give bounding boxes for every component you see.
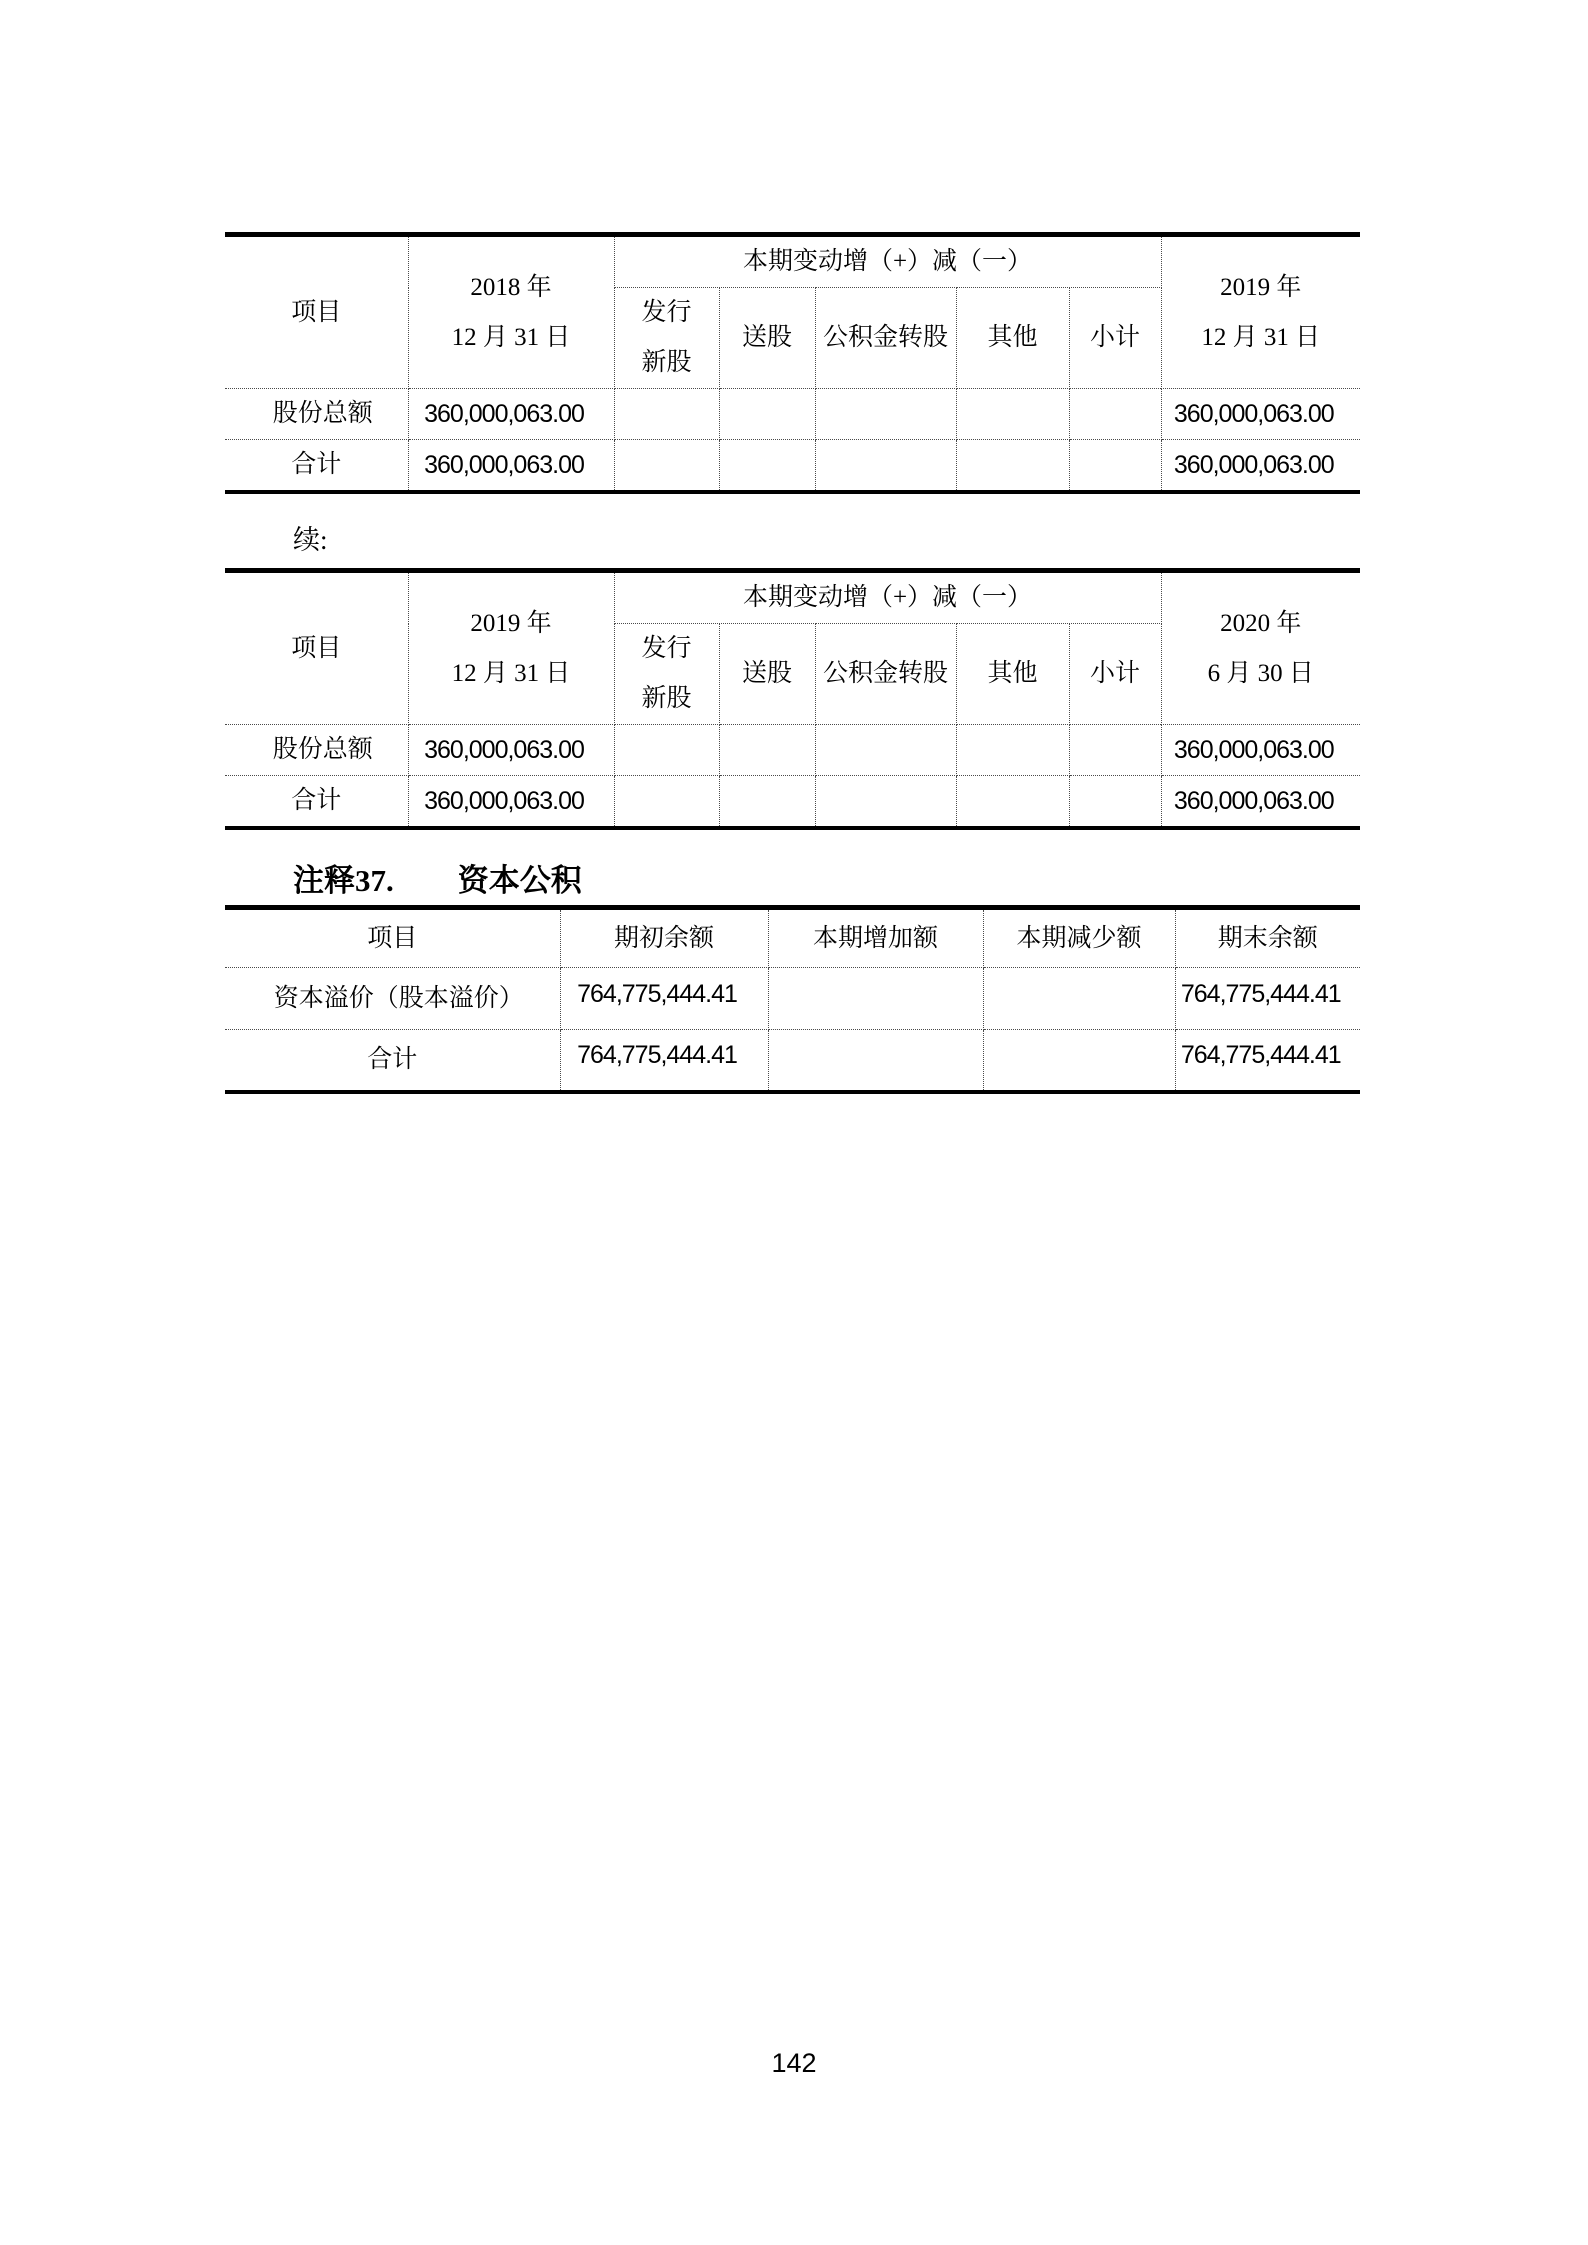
capital-reserve-table	[225, 905, 1360, 1094]
value-conversion	[815, 725, 956, 776]
header-row	[225, 908, 1360, 968]
header-other: 其他	[956, 288, 1069, 389]
value-bonus	[719, 776, 815, 829]
header-change-span: 本期变动增（+）减（一）	[614, 235, 1161, 288]
header-reserve-conversion: 公积金转股	[815, 624, 956, 725]
header-period-start	[408, 571, 614, 725]
value-end: 360,000,063.00	[1161, 440, 1360, 493]
share-capital-change-table-2020	[225, 568, 1360, 830]
value-other	[956, 440, 1069, 493]
header-period-start	[408, 235, 614, 389]
value-conversion	[815, 389, 956, 440]
value-decrease	[983, 968, 1175, 1030]
header-period-end	[1161, 571, 1360, 725]
header-bonus-shares: 送股	[719, 288, 815, 389]
value-opening: 764,775,444.41	[560, 968, 768, 1030]
period-end-year: 2019 年	[1220, 273, 1302, 301]
header-item: 项目	[225, 235, 408, 389]
table-row-share-total	[225, 725, 1360, 776]
value-subtotal	[1069, 389, 1161, 440]
header-opening-balance: 期初余额	[560, 908, 768, 968]
period-start-date: 12 月 31 日	[451, 659, 571, 687]
value-issue	[614, 776, 719, 829]
period-end-date: 6 月 30 日	[1207, 659, 1314, 687]
page-number: 142	[771, 2048, 817, 2078]
value-bonus	[719, 389, 815, 440]
continued-label: 续:	[293, 525, 328, 555]
period-end-year: 2020 年	[1220, 609, 1302, 637]
period-start-year: 2019 年	[470, 609, 552, 637]
period-start-date: 12 月 31 日	[451, 323, 571, 351]
value-subtotal	[1069, 440, 1161, 493]
value-opening: 764,775,444.41	[560, 1030, 768, 1092]
header-period-end	[1161, 235, 1360, 389]
table-row-total	[225, 776, 1360, 829]
table-row-capital-premium	[225, 968, 1360, 1030]
value-other	[956, 389, 1069, 440]
value-start: 360,000,063.00	[408, 725, 614, 776]
value-other	[956, 776, 1069, 829]
note-number: 注释37.	[293, 863, 394, 898]
row-label: 合计	[225, 440, 408, 493]
row-label: 合计	[225, 1030, 560, 1092]
value-closing: 764,775,444.41	[1175, 968, 1360, 1030]
row-label: 股份总额	[225, 725, 408, 776]
value-end: 360,000,063.00	[1161, 389, 1360, 440]
period-end-date: 12 月 31 日	[1201, 323, 1321, 351]
header-change-span: 本期变动增（+）减（一）	[614, 571, 1161, 624]
issue-line2: 新股	[641, 685, 692, 712]
row-label: 合计	[225, 776, 408, 829]
value-closing: 764,775,444.41	[1175, 1030, 1360, 1092]
header-other: 其他	[956, 624, 1069, 725]
issue-line1: 发行	[641, 635, 692, 662]
value-start: 360,000,063.00	[408, 776, 614, 829]
header-period-decrease: 本期减少额	[983, 908, 1175, 968]
value-increase	[768, 968, 983, 1030]
table-row-total	[225, 1030, 1360, 1092]
value-end: 360,000,063.00	[1161, 776, 1360, 829]
header-issue-new-shares	[614, 624, 719, 725]
note-heading	[293, 862, 582, 899]
table-row-share-total	[225, 389, 1360, 440]
header-issue-new-shares	[614, 288, 719, 389]
value-other	[956, 725, 1069, 776]
header-item: 项目	[225, 571, 408, 725]
share-capital-change-table-2019	[225, 232, 1360, 494]
value-issue	[614, 440, 719, 493]
header-row-top	[225, 571, 1360, 624]
value-increase	[768, 1030, 983, 1092]
header-row-top	[225, 235, 1360, 288]
row-label: 股份总额	[225, 389, 408, 440]
value-subtotal	[1069, 776, 1161, 829]
value-decrease	[983, 1030, 1175, 1092]
value-conversion	[815, 440, 956, 493]
value-issue	[614, 389, 719, 440]
value-bonus	[719, 440, 815, 493]
note-title: 资本公积	[457, 863, 582, 898]
header-reserve-conversion: 公积金转股	[815, 288, 956, 389]
value-conversion	[815, 776, 956, 829]
period-start-year: 2018 年	[470, 273, 552, 301]
value-end: 360,000,063.00	[1161, 725, 1360, 776]
header-item: 项目	[225, 908, 560, 968]
value-issue	[614, 725, 719, 776]
header-bonus-shares: 送股	[719, 624, 815, 725]
header-period-increase: 本期增加额	[768, 908, 983, 968]
row-label: 资本溢价（股本溢价）	[225, 968, 560, 1030]
value-subtotal	[1069, 725, 1161, 776]
header-subtotal: 小计	[1069, 624, 1161, 725]
value-bonus	[719, 725, 815, 776]
value-start: 360,000,063.00	[408, 389, 614, 440]
issue-line1: 发行	[641, 299, 692, 326]
header-closing-balance: 期末余额	[1175, 908, 1360, 968]
table-row-total	[225, 440, 1360, 493]
issue-line2: 新股	[641, 349, 692, 376]
value-start: 360,000,063.00	[408, 440, 614, 493]
header-subtotal: 小计	[1069, 288, 1161, 389]
